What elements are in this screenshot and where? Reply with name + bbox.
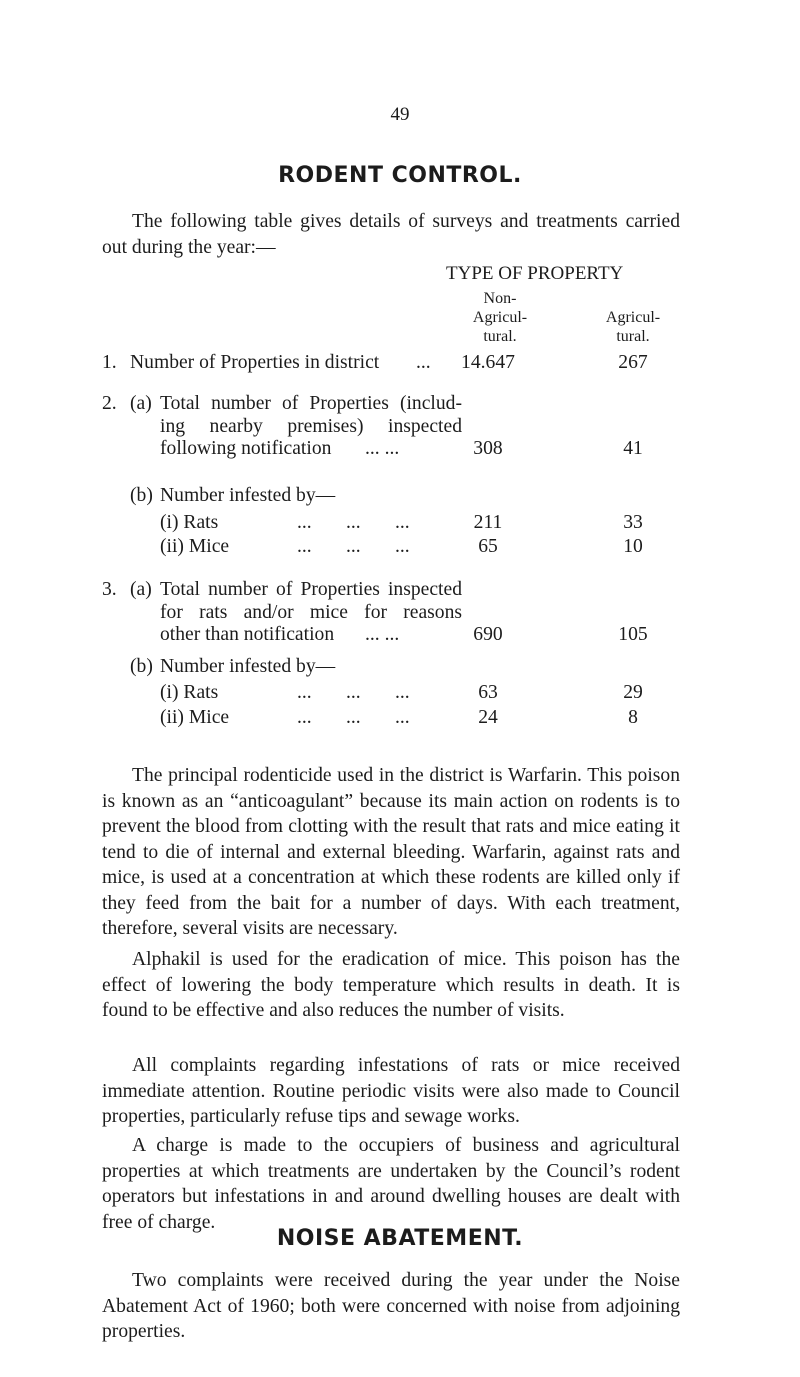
non-agricultural-value: 308 [473, 438, 503, 459]
row-leader: ... ... ... [297, 682, 410, 703]
complaints-paragraph: All complaints regarding infestations of rats or mice received immediate attention. Routine periodic visits were also made to Council properties, particularly refuse tips and sewage works. [102, 1055, 680, 1127]
type-of-property-header: TYPE OF PROPERTY [446, 263, 624, 284]
non-agricultural-value: 63 [478, 682, 498, 703]
intro-paragraph: The following table gives details of surveys and treatments carried out during the year:— [102, 211, 680, 258]
agricultural-value: 10 [623, 536, 643, 557]
row-label: (i) Rats [160, 682, 219, 703]
noise-abatement-heading: NOISE ABATEMENT. [276, 1226, 524, 1251]
row-label: Number infested by— [160, 485, 336, 506]
non-agricultural-column-header: Non- Agricul- tural. [472, 290, 528, 345]
agricultural-value: 41 [623, 438, 643, 459]
row-leader: ... ... [365, 624, 400, 645]
noise-paragraph: Two complaints were received during the year under the Noise Abatement Act of 1960; both were concerned with noise from adjoining properties. [102, 1270, 680, 1342]
warfarin-paragraph: The principal rodenticide used in the district is Warfarin. This poison is known as an “anticoagulant” because its main action on rodents is to prevent the blood from clotting with the result that rats and mice eating it tend to die of internal and external bleeding. Warfarin, against rats and mice, is used at a concentration at which these rodents are killed only if they feed from the bait for a number of days. With each treatment, therefore, several visits are necessary. [102, 765, 680, 939]
charges-paragraph: A charge is made to the occupiers of business and agricultural properties at which treatments are undertaken by the Council’s rodent operators but infestations in and around dwelling houses are dealt with free of charge. [102, 1135, 680, 1233]
non-agricultural-value: 211 [473, 512, 503, 533]
row-number: 1. [102, 352, 117, 373]
row-leader: ... ... [365, 438, 400, 459]
non-agricultural-value: 65 [478, 536, 498, 557]
non-agricultural-value: 24 [478, 707, 498, 728]
page-number: 49 [390, 104, 410, 125]
row-leader: ... ... ... [297, 536, 410, 557]
row-leader: ... [416, 352, 431, 373]
row-sub-label: (a) [130, 393, 152, 414]
agricultural-value: 33 [623, 512, 643, 533]
row-sub-label: (b) [130, 485, 153, 506]
row-label: (i) Rats [160, 512, 219, 533]
row-sub-label: (a) [130, 579, 152, 600]
non-agricultural-value: 690 [473, 624, 503, 645]
row-label: Number infested by— [160, 656, 336, 677]
row-sub-label: (b) [130, 656, 153, 677]
row-leader: ... ... ... [297, 512, 410, 533]
non-agricultural-value: 14.647 [461, 352, 515, 373]
agricultural-column-header: Agricul- tural. [605, 309, 661, 345]
agricultural-value: 29 [623, 682, 643, 703]
row-label: (ii) Mice [160, 536, 230, 557]
agricultural-value: 8 [628, 707, 638, 728]
row-leader: ... ... ... [297, 707, 410, 728]
row-number: 2. [102, 393, 117, 414]
rodent-control-heading: RODENT CONTROL. [278, 163, 522, 188]
row-label: Total number of Properties inspected for rats and/or mice for reasons other than notification [160, 579, 462, 645]
row-label: Number of Properties in district [130, 352, 380, 373]
row-label: (ii) Mice [160, 707, 230, 728]
row-number: 3. [102, 579, 117, 600]
alphakil-paragraph: Alphakil is used for the eradication of mice. This poison has the effect of lowering the body temperature which results in death. It is found to be effective and also reduces the number of visits. [102, 949, 680, 1021]
row-label: Total number of Properties (includ- ing nearby premises) inspected following notification [160, 393, 462, 459]
agricultural-value: 267 [618, 352, 648, 373]
agricultural-value: 105 [618, 624, 648, 645]
